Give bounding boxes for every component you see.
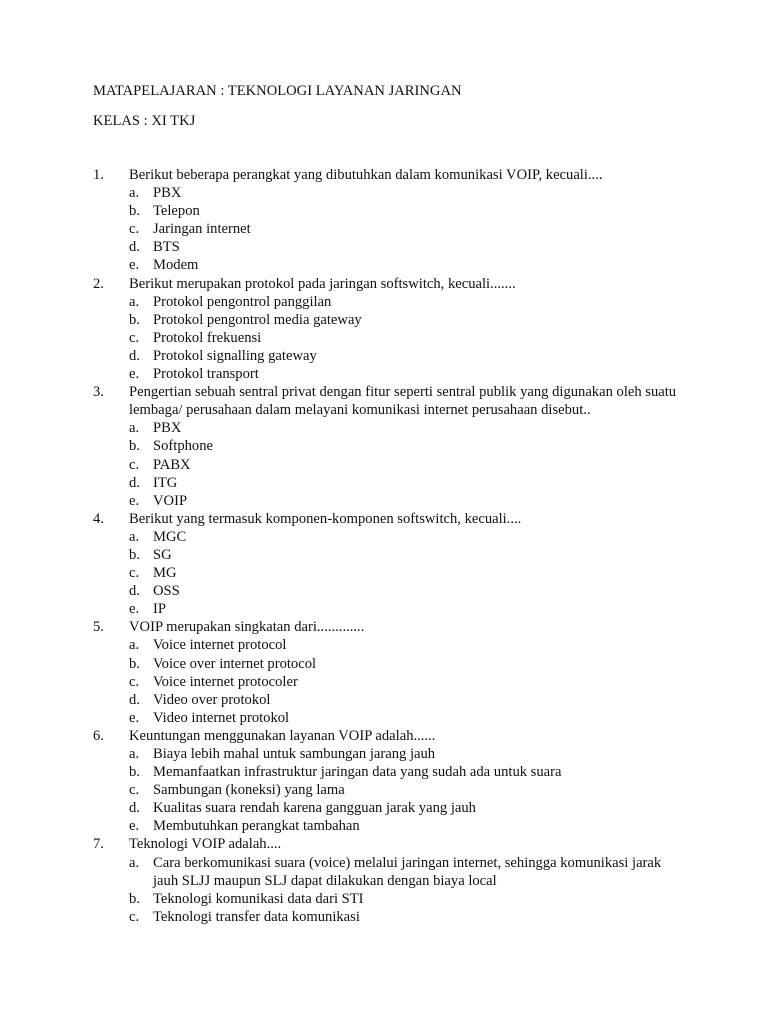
answer-option: [129, 564, 689, 582]
answer-option: [129, 781, 689, 799]
option-letter: a.: [129, 293, 140, 310]
option-text: Protokol transport: [153, 366, 259, 383]
answer-option: [129, 238, 689, 256]
answer-option: [129, 474, 689, 492]
option-text: SG: [153, 546, 172, 563]
question-number: 2.: [93, 275, 104, 292]
option-text: Video over protokol: [153, 691, 271, 708]
option-text: Teknologi komunikasi data dari STI: [153, 890, 364, 907]
question-item: [93, 383, 689, 510]
option-text: Kualitas suara rendah karena gangguan jarak yang jauh: [153, 800, 476, 817]
option-text: MGC: [153, 528, 187, 545]
answer-option: [129, 256, 689, 274]
option-list: [129, 184, 689, 274]
option-text: Biaya lebih mahal untuk sambungan jarang jauh: [153, 746, 436, 762]
question-text: Teknologi VOIP adalah....: [129, 836, 282, 853]
option-text: Protokol signalling gateway: [153, 347, 317, 364]
option-text: Telepon: [153, 203, 200, 220]
option-letter: c.: [129, 673, 140, 690]
option-letter: e.: [129, 257, 140, 274]
question-text: Pengertian sebuah sentral privat dengan fitur seperti sentral publik yang digunakan oleh suatu lembaga/ perusahaan dalam melayani komunikasi internet perusahaan disebut..: [129, 384, 677, 419]
option-letter: d.: [129, 239, 140, 256]
option-letter: c.: [129, 782, 140, 799]
option-letter: d.: [129, 583, 140, 600]
option-text: Memanfaatkan infrastruktur jaringan data yang sudah ada untuk suara: [153, 764, 562, 781]
question-item: [93, 618, 689, 727]
option-text: PBX: [153, 185, 182, 202]
option-letter: b.: [129, 890, 140, 907]
question-text: Berikut merupakan protokol pada jaringan softswitch, kecuali.......: [129, 275, 516, 292]
option-text: ITG: [153, 474, 178, 491]
question-number: 6.: [93, 727, 104, 744]
option-list: [129, 636, 689, 726]
answer-option: [129, 691, 689, 709]
option-text: Softphone: [153, 438, 213, 455]
option-text: Voice internet protocoler: [153, 673, 298, 690]
answer-option: [129, 365, 689, 383]
answer-option: [129, 655, 689, 673]
option-letter: e.: [129, 492, 140, 509]
answer-option: [129, 908, 689, 926]
option-letter: d.: [129, 347, 140, 364]
answer-option: [129, 347, 689, 365]
question-item: [93, 275, 689, 384]
option-list: [129, 745, 689, 835]
option-letter: e.: [129, 601, 140, 618]
answer-option: [129, 582, 689, 600]
answer-option: [129, 220, 689, 238]
question-item: [93, 166, 689, 275]
option-letter: d.: [129, 691, 140, 708]
option-text: Modem: [153, 257, 199, 274]
question-number: 1.: [93, 167, 104, 183]
option-list: [129, 293, 689, 383]
answer-option: [129, 456, 689, 474]
answer-option: [129, 546, 689, 564]
option-text: Teknologi transfer data komunikasi: [153, 908, 360, 925]
option-list: [129, 528, 689, 618]
answer-option: [129, 600, 689, 618]
answer-option: [129, 673, 689, 691]
option-text: Sambungan (koneksi) yang lama: [153, 782, 345, 799]
option-text: Video internet protokol: [153, 709, 290, 726]
answer-option: [129, 437, 689, 455]
option-letter: a.: [129, 746, 140, 762]
option-list: [129, 419, 689, 509]
answer-option: [129, 817, 689, 835]
option-letter: c.: [129, 908, 140, 925]
option-text: IP: [153, 601, 166, 618]
question-text: Berikut beberapa perangkat yang dibutuhkan dalam komunikasi VOIP, kecuali....: [129, 167, 603, 183]
answer-option: [129, 854, 689, 890]
question-number: 7.: [93, 836, 104, 853]
option-text: Membutuhkan perangkat tambahan: [153, 818, 360, 835]
option-letter: b.: [129, 203, 140, 220]
answer-option: [129, 709, 689, 727]
option-letter: b.: [129, 438, 140, 455]
option-letter: a.: [129, 637, 140, 654]
option-letter: e.: [129, 818, 140, 835]
answer-option: [129, 763, 689, 781]
option-letter: a.: [129, 185, 140, 202]
question-number: 4.: [93, 510, 104, 527]
option-text: Protokol frekuensi: [153, 329, 262, 346]
option-text: Jaringan internet: [153, 221, 251, 238]
class-label: KELAS : XI TKJ: [93, 113, 196, 129]
option-text: OSS: [153, 583, 180, 600]
option-letter: a.: [129, 854, 140, 871]
option-text: Voice internet protocol: [153, 637, 287, 654]
option-text: BTS: [153, 239, 180, 256]
question-item: [93, 510, 689, 619]
question-item: [93, 835, 689, 925]
option-letter: d.: [129, 474, 140, 491]
answer-option: [129, 799, 689, 817]
option-letter: c.: [129, 456, 140, 473]
answer-option: [129, 492, 689, 510]
answer-option: [129, 745, 689, 763]
option-text: Cara berkomunikasi suara (voice) melalui jaringan internet, sehingga komunikasi jarak jauh SLJJ maupun SLJ dapat dilakukan dengan biaya local: [153, 854, 662, 889]
answer-option: [129, 890, 689, 908]
option-letter: a.: [129, 420, 140, 437]
answer-option: [129, 311, 689, 329]
option-text: MG: [153, 565, 177, 582]
option-letter: e.: [129, 709, 140, 726]
question-number: 3.: [93, 384, 104, 401]
answer-option: [129, 202, 689, 220]
answer-option: [129, 329, 689, 347]
option-letter: c.: [129, 565, 140, 582]
subject-title: MATAPELAJARAN : TEKNOLOGI LAYANAN JARINGAN: [93, 83, 462, 99]
answer-option: [129, 636, 689, 654]
option-text: PBX: [153, 420, 182, 437]
question-text: Keuntungan menggunakan layanan VOIP adalah......: [129, 727, 436, 744]
option-list: [129, 854, 689, 926]
answer-option: [129, 184, 689, 202]
option-letter: c.: [129, 329, 140, 346]
option-letter: b.: [129, 764, 140, 781]
answer-option: [129, 528, 689, 546]
question-number: 5.: [93, 619, 104, 636]
option-letter: a.: [129, 528, 140, 545]
option-letter: e.: [129, 366, 140, 383]
option-letter: d.: [129, 800, 140, 817]
option-text: Protokol pengontrol media gateway: [153, 311, 362, 328]
option-text: VOIP: [153, 492, 188, 509]
option-letter: b.: [129, 655, 140, 672]
question-text: Berikut yang termasuk komponen-komponen softswitch, kecuali....: [129, 510, 522, 527]
option-text: Protokol pengontrol panggilan: [153, 293, 332, 310]
question-text: VOIP merupakan singkatan dari.............: [129, 619, 365, 636]
question-item: [93, 727, 689, 836]
question-list: [93, 166, 768, 926]
option-letter: b.: [129, 311, 140, 328]
option-letter: c.: [129, 221, 140, 238]
option-text: PABX: [153, 456, 191, 473]
option-text: Voice over internet protocol: [153, 655, 317, 672]
answer-option: [129, 293, 689, 311]
answer-option: [129, 419, 689, 437]
option-letter: b.: [129, 546, 140, 563]
